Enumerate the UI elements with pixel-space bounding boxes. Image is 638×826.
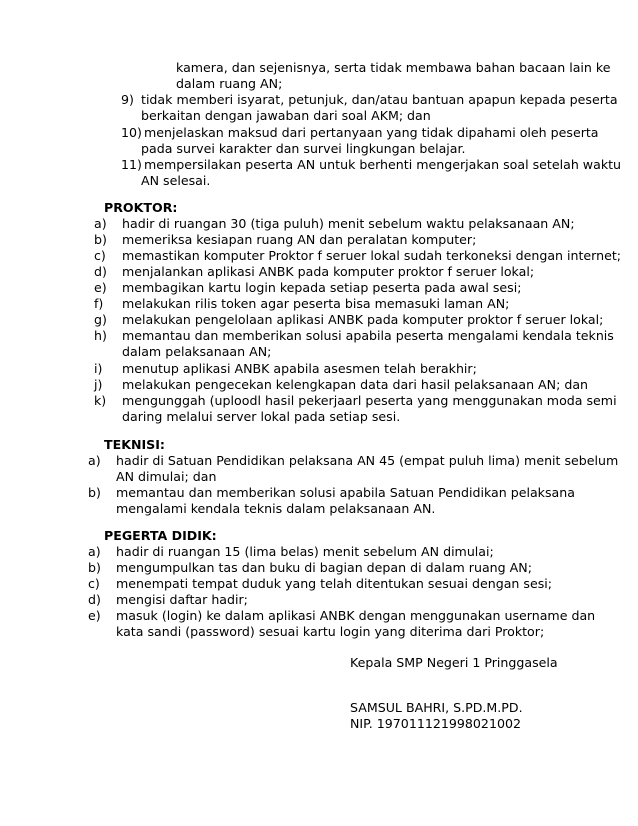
list-item: masuk (login) ke dalam aplikasi ANBK dengan menggunakan username dan (116, 608, 596, 623)
list-item-label: h) (94, 328, 107, 343)
list-item-label: a) (88, 544, 101, 559)
list-item: mengunggah (uploodl hasil pekerjaarl peserta yang menggunakan moda semi (122, 393, 617, 408)
continued-line-2: dalam ruang AN; (176, 76, 283, 91)
list-item-continuation: mengalami kendala teknis dalam pelaksanaan AN. (116, 501, 436, 516)
list-item-label: e) (94, 280, 107, 295)
signature-title: Kepala SMP Negeri 1 Pringgasela (350, 655, 558, 670)
list-item: melakukan rilis token agar peserta bisa memasuki laman AN; (122, 296, 510, 311)
list-item: menjalankan aplikasi ANBK pada komputer proktor f seruer lokal; (122, 264, 535, 279)
list-item-continuation: daring melalui server lokal pada setiap sesi. (122, 409, 401, 424)
list-item-label: g) (94, 312, 107, 327)
list-item-label: 11) (121, 157, 142, 172)
list-item: memantau dan memberikan solusi apabila Satuan Pendidikan pelaksana (116, 485, 575, 500)
list-item: hadir di ruangan 30 (tiga puluh) menit sebelum waktu pelaksanaan AN; (122, 216, 575, 231)
signature-nip: NIP. 197011121998021002 (350, 716, 521, 731)
continued-line-1: kamera, dan sejenisnya, serta tidak membawa bahan bacaan lain ke (176, 60, 611, 75)
list-item-label: c) (94, 248, 106, 263)
signature-name: SAMSUL BAHRI, S.PD.M.PD. (350, 700, 523, 715)
list-item-label: c) (88, 576, 100, 591)
list-item: memantau dan memberikan solusi apabila peserta mengalami kendala teknis (122, 328, 614, 343)
list-item: memeriksa kesiapan ruang AN dan peralatan komputer; (122, 232, 477, 247)
section-heading-peserta: PEGERTA DIDIK: (104, 528, 217, 543)
list-item-label: b) (88, 560, 101, 575)
list-item: melakukan pengelolaan aplikasi ANBK pada komputer proktor f seruer lokal; (122, 312, 604, 327)
section-heading-teknisi: TEKNISI: (104, 437, 165, 452)
list-item: mengumpulkan tas dan buku di bagian depan di dalam ruang AN; (116, 560, 532, 575)
list-item-continuation: AN selesai. (141, 173, 211, 188)
section-heading-proktor: PROKTOR: (104, 200, 178, 215)
list-item-continuation: kata sandi (password) sesuai kartu login yang diterima dari Proktor; (116, 624, 545, 639)
list-item-label: b) (94, 232, 107, 247)
list-item: mengisi daftar hadir; (116, 592, 248, 607)
list-item: menjelaskan maksud dari pertanyaan yang tidak dipahami oleh peserta (144, 125, 599, 140)
list-item: melakukan pengecekan kelengkapan data dari hasil pelaksanaan AN; dan (122, 377, 589, 392)
list-item-label: 9) (121, 92, 134, 107)
list-item-continuation: pada survei karakter dan survei lingkungan belajar. (141, 141, 466, 156)
list-item-continuation: berkaitan dengan jawaban dari soal AKM; dan (141, 108, 431, 123)
list-item: hadir di ruangan 15 (lima belas) menit sebelum AN dimulai; (116, 544, 494, 559)
list-item-label: a) (94, 216, 107, 231)
list-item-label: i) (94, 361, 103, 376)
list-item: menutup aplikasi ANBK apabila asesmen telah berakhir; (122, 361, 477, 376)
list-item-label: a) (88, 453, 101, 468)
list-item-continuation: AN dimulai; dan (116, 469, 217, 484)
list-item-label: d) (94, 264, 107, 279)
list-item-label: k) (94, 393, 107, 408)
list-item-label: 10) (121, 125, 142, 140)
list-item: memastikan komputer Proktor f seruer lokal sudah terkoneksi dengan internet; (122, 248, 622, 263)
list-item: menempati tempat duduk yang telah ditentukan sesuai dengan sesi; (116, 576, 553, 591)
list-item-label: d) (88, 592, 101, 607)
list-item: mempersilakan peserta AN untuk berhenti mengerjakan soal setelah waktu (144, 157, 622, 172)
list-item-label: e) (88, 608, 101, 623)
list-item-label: f) (94, 296, 104, 311)
list-item-continuation: dalam pelaksanaan AN; (122, 344, 272, 359)
list-item: membagikan kartu login kepada setiap peserta pada awal sesi; (122, 280, 522, 295)
list-item-label: b) (88, 485, 101, 500)
list-item: hadir di Satuan Pendidikan pelaksana AN 45 (empat puluh lima) menit sebelum (116, 453, 619, 468)
list-item-label: j) (94, 377, 103, 392)
list-item: tidak memberi isyarat, petunjuk, dan/atau bantuan apapun kepada peserta (141, 92, 618, 107)
